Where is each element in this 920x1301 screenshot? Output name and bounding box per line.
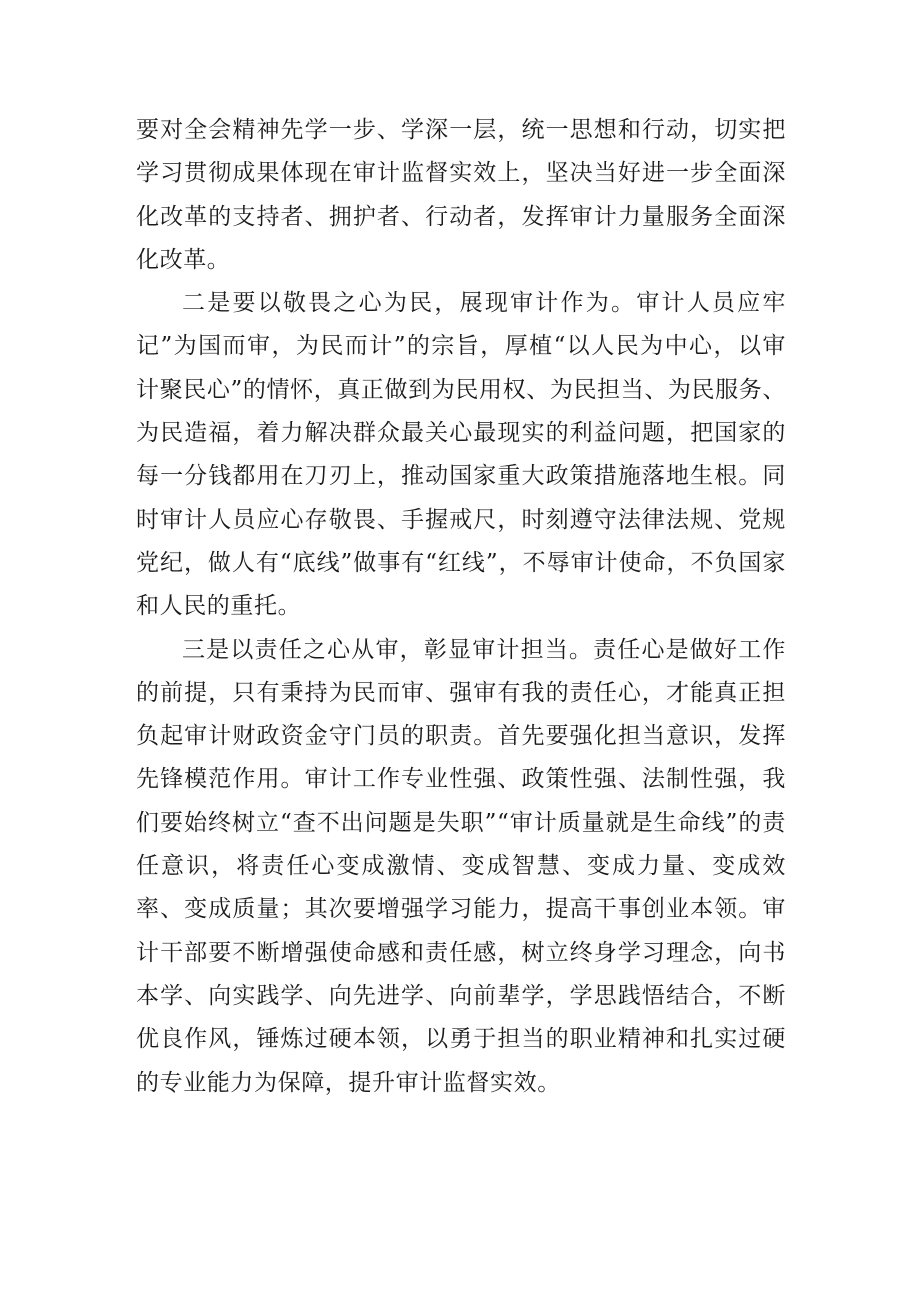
paragraph-continuation: 要对全会精神先学一步、学深一层，统一思想和行动，切实把学习贯彻成果体现在审计监督实效上，坚决当好进一步全面深化改革的支持者、拥护者、行动者，发挥审计力量服务全面深化改革。 (136, 117, 786, 273)
paragraph-point-three: 三是以责任之心从审，彰显审计担当。责任心是做好工作的前提，只有秉持为民而审、强审有我的责任心，才能真正担负起审计财政资金守门员的职责。首先要强化担当意识，发挥先锋模范作用。审计工作专业性强、政策性强、法制性强，我们要始终树立“查不出问题是失职”“审计质量就是生命线”的责任意识，将责任心变成激情、变成智慧、变成力量、变成效率、变成质量；其次要增强学习能力，提高干事创业本领。审计干部要不断增强使命感和责任感，树立终身学习理念，向书本学、向实践学、向先进学、向前辈学，学思践悟结合，不断优良作风，锤炼过硬本领，以勇于担当的职业精神和扎实过硬的专业能力为保障，提升审计监督实效。 (136, 636, 786, 1096)
document-body (136, 109, 786, 1105)
paragraph-point-two: 二是要以敬畏之心为民，展现审计作为。审计人员应牢记”为国而审，为民而计”的宗旨，厚植“以人民为中心，以审计聚民心”的情怀，真正做到为民用权、为民担当、为民服务、为民造福，着力解决群众最关心最现实的利益问题，把国家的每一分钱都用在刀刃上，推动国家重大政策措施落地生根。同时审计人员应心存敬畏、手握戒尺，时刻遵守法律法规、党规党纪，做人有“底线”做事有“红线”，不辱审计使命，不负国家和人民的重托。 (136, 290, 786, 620)
